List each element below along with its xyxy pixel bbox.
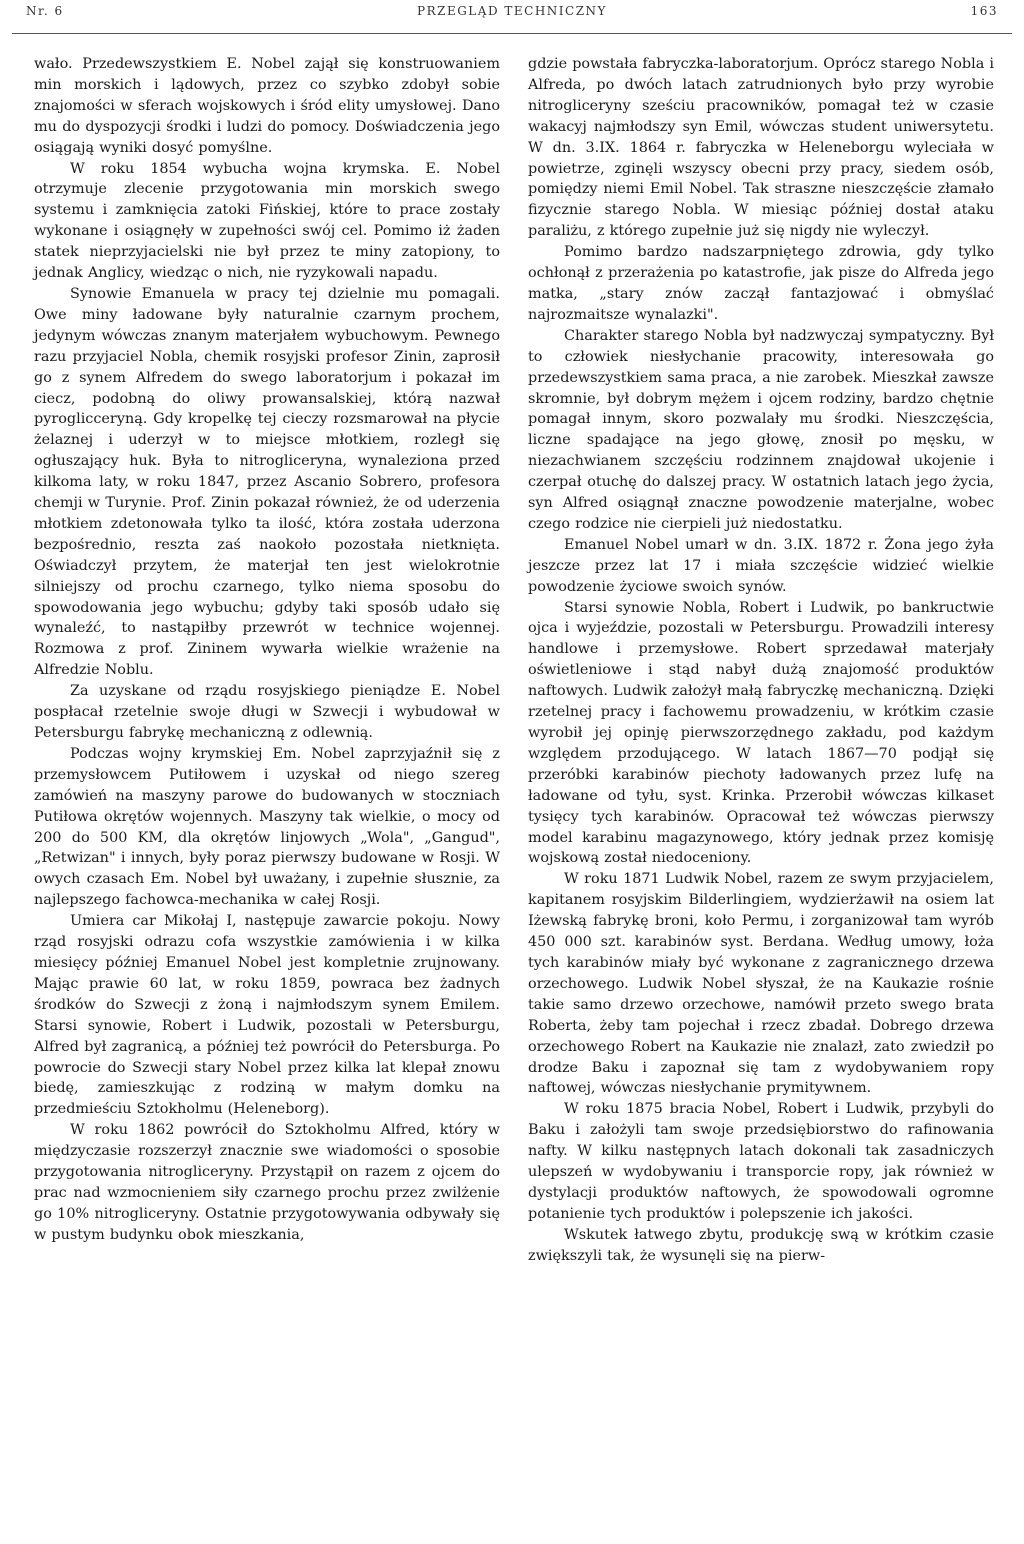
paragraph: Emanuel Nobel umarł w dn. 3.IX. 1872 r. Żona jego żyła jeszcze przez lat 17 i miała szczęście widzieć wielkie powodzenie życiowe swoich synów. xyxy=(528,536,994,595)
paragraph: W roku 1854 wybucha wojna krymska. E. Nobel otrzymuje zlecenie przygotowania min morskich swego systemu i zamknięcia zatoki Fińskiej, które to prace zostały wykonane i osiągnęły w zupełności swój cel. Pomimo iż żaden statek nieprzyjacielski nie był przez te miny zatopiony, to jednak Anglicy, wiedząc o nich, nie ryzykowali napadu. xyxy=(34,160,500,282)
left-column xyxy=(34,54,500,1246)
paragraph: Wskutek łatwego zbytu, produkcję swą w krótkim czasie zwiększyli tak, że wysunęli się na pierw- xyxy=(528,1226,994,1264)
paragraph: wało. Przedewszystkiem E. Nobel zajął się konstruowaniem min morskich i lądowych, przez co szybko zdobył sobie znajomości w sferach wojskowych i śród elity umysłowej. Dano mu do dyspozycji środki i ludzi do pomocy. Doświadczenia jego osiągają wyniki dosyć pomyślne. xyxy=(34,56,500,156)
paragraph: Za uzyskane od rządu rosyjskiego pieniądze E. Nobel pospłacał rzetelnie swoje długi w Szwecji i wybudował w Petersburgu fabrykę mechaniczną z odlewnią. xyxy=(34,683,500,741)
paragraph: Synowie Emanuela w pracy tej dzielnie mu pomagali. Owe miny ładowane były naturalnie czarnym prochem, jedynym wówczas znanym materjałem wybuchowym. Pewnego razu przyjaciel Nobla, chemik rosyjski profesor Zinin, zaprosił go z synem Alfredem do swego laboratorjum i pokazał im ciecz, podobną do oliwy prowansalskiej, którą nazwał pyroglicceryną. Gdy kropelkę tej cieczy rozsmarował na płycie żelaznej i uderzył w to miejsce młotkiem, rozległ się ogłuszający huk. Była to nitrogliceryna, wynaleziona przed kilkoma laty, w roku 1847, przez Ascanio Sobrero, profesora chemji w Turynie. Prof. Zinin pokazał również, że od uderzenia młotkiem zdetonowała tylko ta ilość, która została uderzona bezpośrednio, reszta zaś naokoło pozostała nietknięta. Oświadczył przytem, że materjał ten jest wielokrotnie silniejszy od prochu czarnego, tylko niema sposobu do spowodowania jego wybuchu; gdyby taki sposób udało się wynaleźć, to nastąpiłby przewrót w technice wojennej. Rozmowa z prof. Zininem wywarła wielkie wrażenie na Alfredzie Noblu. xyxy=(34,285,500,679)
paragraph: Starsi synowie Nobla, Robert i Ludwik, po bankructwie ojca i wyjeździe, pozostali w Petersburgu. Prowadzili interesy handlowe i przemysłowe. Robert sprzedawał materjały oświetleniowe i stąd nabył dużą znajomość produktów naftowych. Ludwik założył małą fabryczkę mechaniczną. Dzięki rzetelnej pracy i fachowemu prowadzeniu, w krótkim czasie wyrobił jej opinję pierwszorzędnego zakładu, pod każdym względem przodującego. W latach 1867—70 podjął się przeróbki karabinów piechoty ładowanych przez lufę na ładowane od tyłu, syst. Krinka. Przerobił wówczas kilkaset tysięcy tych karabinów. Opracował też wówczas pierwszy model karabinu magazynowego, który jednak przez komisję wojskową został niedoceniony. xyxy=(528,599,995,867)
page-header xyxy=(26,4,998,26)
paragraph: W roku 1862 powrócił do Sztokholmu Alfred, który w międzyczasie rozszerzył znacznie swe wiadomości o sposobie przygotowania nitrogliceryny. Przystąpił on razem z ojcem do prac nad wzmocnieniem siły czarnego prochu przez zwilżenie go 10% nitrogliceryny. Ostatnie przygotowywania odbywały się w pustym budynku obok mieszkania, xyxy=(34,1122,500,1243)
paragraph: W roku 1871 Ludwik Nobel, razem ze swym przyjacielem, kapitanem rosyjskim Bilderlingiem, wydzierżawił na osiem lat Iżewską fabrykę broni, koło Permu, i zorganizował tam wyrób 450 000 szt. karabinów syst. Berdana. Według umowy, łoża tych karabinów miały być wykonane z zagranicznego drzewa orzechowego. Ludwik Nobel słyszał, że na Kaukazie rośnie takie samo drzewo orzechowe, namówił przeto swego brata Roberta, żeby tam pojechał i rzecz zbadał. Dobrego drzewa orzechowego Robert na Kaukazie nie znalazł, zato zwiedził po drodze Baku i zapoznał się tam z wydobywaniem ropy naftowej, wówczas niesłychanie prymitywnem. xyxy=(528,871,994,1097)
paragraph: Pomimo bardzo nadszarpniętego zdrowia, gdy tylko ochłonął z przerażenia po katastrofie, jak pisze do Alfreda jego matka, „stary znów zaczął fantazjować i obmyślać najrozmaitsze wynalazki". xyxy=(528,244,994,323)
paragraph: W roku 1875 bracia Nobel, Robert i Ludwik, przybyli do Baku i założyli tam swoje przedsiębiorstwo do rafinowania nafty. W kilku następnych latach dokonali tak zasadniczych ulepszeń w wydobywaniu i transporcie ropy, jak również w dystylacji produktów naftowych, że spowodowali ogromne potanienie tych produktów i polepszenie ich jakości. xyxy=(528,1101,994,1222)
paragraph: Umiera car Mikołaj I, następuje zawarcie pokoju. Nowy rząd rosyjski odrazu cofa wszystkie zamówienia i w kilka miesięcy później Emanuel Nobel jest kompletnie zrujnowany. Mając prawie 60 lat, w roku 1859, powraca bez żadnych środków do Szwecji z żoną i najmłodszym synem Emilem. Starsi synowie, Robert i Ludwik, pozostali w Petersburgu, Alfred był zagranicą, a później też powrócił do Petersburga. Po powrocie do Szwecji stary Nobel przez kilka lat klepał znowu biedę, zamieszkując z rodziną w małym domku na przedmieściu Sztokholmu (Heleneborg). xyxy=(34,913,500,1118)
paragraph: gdzie powstała fabryczka-laboratorjum. Oprócz starego Nobla i Alfreda, po dwóch latach zatrudnionych było przy wyrobie nitrogliceryny sześciu pracowników, pomagał też w czasie wakacyj najmłodszy syn Emil, wówczas student uniwersytetu. W dn. 3.IX. 1864 r. fabryczka w Heleneborgu wyleciała w powietrze, zginęli wszyscy obecni przy pracy, siedem osób, pomiędzy niemi Emil Nobel. Tak straszne nieszczęście złamało fizycznie starego Nobla. W miesiąc później dostał ataku paraliżu, z którego zupełnie już się nigdy nie wyleczył. xyxy=(528,56,994,240)
right-column xyxy=(528,54,994,1267)
page-number: 163 xyxy=(970,4,998,18)
paragraph: Charakter starego Nobla był nadzwyczaj sympatyczny. Był to człowiek niesłychanie pracowity, interesowała go przedewszystkiem sama praca, a nie zarobek. Mieszkał zawsze skromnie, był dobrym mężem i ojcem rodziny, bardzo chętnie pomagał innym, skoro pozwalały mu środki. Nieszczęścia, liczne spadające na jego głowę, znosił po męsku, w niezachwianem szczęściu rodzinnem znajdował ukojenie i czerpał otuchę do dalszej pracy. W ostatnich latach jego życia, syn Alfred osiągnął znaczne powodzenie materjalne, wobec czego rodzice nie cierpieli już niedostatku. xyxy=(528,327,994,532)
issue-number: Nr. 6 xyxy=(26,4,64,18)
header-rule xyxy=(12,33,1012,34)
paragraph: Podczas wojny krymskiej Em. Nobel zaprzyjaźnił się z przemysłowcem Putiłowem i uzyskał od niego szereg zamówień na maszyny parowe do budowanych w stoczniach Putiłowa okrętów wojennych. Maszyny tak wielkie, o mocy od 200 do 500 KM, dla okrętów linjowych „Wola", „Gangud", „Retwizan" i innych, były poraz pierwszy budowane w Rosji. W owych czasach Em. Nobel był uważany, i zupełnie słusznie, za najlepszego fachowca-mechanika w całej Rosji. xyxy=(34,745,500,909)
journal-title: PRZEGLĄD TECHNICZNY xyxy=(417,4,607,18)
